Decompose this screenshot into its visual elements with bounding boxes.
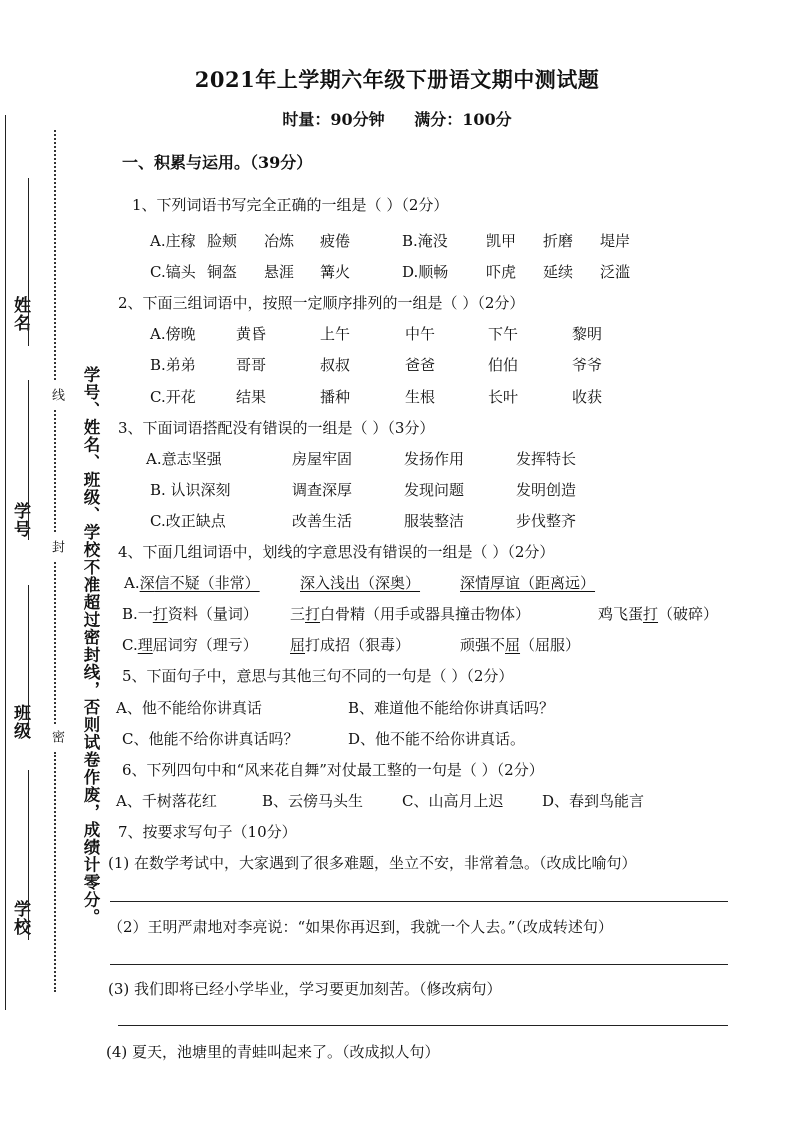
option-word: 改善生活 [292,512,353,530]
option-word: 生根 [405,388,436,406]
option-word: A.深信不疑（非常） [124,574,260,592]
option-word: 收获 [572,388,603,406]
option-word: 屈打成招（狠毒） [290,636,411,654]
option-word: 深入浅出（深奥） [300,574,421,592]
option-word: 叔叔 [320,356,351,374]
option-word: C.理屈词穷（理亏） [122,636,258,654]
option-word: 爸爸 [405,356,436,374]
question-6-stem: 6、下列四句中和“风来花自舞”对仗最工整的一句是（ ）（2分） [122,761,544,779]
option-word: B.淹没 [402,232,448,250]
option-word: 长叶 [488,388,519,406]
option-word: 延续 [543,263,574,281]
seal-mark-line: 线 [49,388,64,401]
option-word: 堤岸 [600,232,631,250]
exam-info [0,107,794,130]
option-word: 凯甲 [486,232,517,250]
option-word: 结果 [236,388,267,406]
name-blank-line[interactable] [28,178,29,346]
option-word: 脸颊 [207,232,238,250]
option-word: A.庄稼 [150,232,196,250]
option-word: C.镐头 [150,263,196,281]
option-word: 顽强不屈（屈服） [460,636,581,654]
option-word: C.改正缺点 [150,512,226,530]
option-word: 发现问题 [404,481,465,499]
option-word: 泛滥 [600,263,631,281]
option-word: 哥哥 [236,356,267,374]
question-6-option-a[interactable]: A、千树落花红 [116,792,217,810]
option-word: 发扬作用 [404,450,465,468]
exam-score: 满分：100分 [414,110,512,129]
option-word: 深情厚谊（距离远） [460,574,596,592]
page-title: 2021年上学期六年级下册语文期中测试题 [194,67,600,92]
underlined-char: 打 [305,605,321,623]
option-word: 发明创造 [516,481,577,499]
option-word: C.开花 [150,388,196,406]
underlined-char: 深 [460,574,476,592]
underlined-char: 打 [643,605,659,623]
question-6-option-c[interactable]: C、山高月上迟 [402,792,504,810]
seal-instruction: 学号、姓名、班级、学校不准超过密封线，否则试卷作废，成绩计零分。 [81,366,100,926]
option-word: 铜盔 [207,263,238,281]
underlined-char: 理 [137,636,153,654]
underlined-char: 屈 [505,636,521,654]
option-word: 吓虎 [486,263,517,281]
seal-dotted-line [54,752,56,992]
option-word: B. 认识深刻 [150,481,231,499]
student-number-label: 学号 [10,502,30,538]
option-word: 黎明 [572,325,603,343]
option-word: 房屋牢固 [292,450,353,468]
question-6-option-d[interactable]: D、春到鸟能言 [542,792,645,810]
option-word: 步伐整齐 [516,512,577,530]
option-word: 悬涯 [264,263,295,281]
class-label: 班级 [10,704,30,740]
question-6-option-b[interactable]: B、云傍马头生 [262,792,364,810]
option-word: 上午 [320,325,351,343]
option-word: B.一打资料（量词） [122,605,258,623]
section-heading: 一、积累与运用。（39分） [122,153,313,172]
underlined-char: 深 [139,574,155,592]
answer-line[interactable] [110,964,728,965]
option-word: A.傍晚 [150,325,196,343]
option-word: 折磨 [543,232,574,250]
option-word: 冶炼 [264,232,295,250]
option-word: 鸡飞蛋打（破碎） [598,605,719,623]
option-word: A.意志坚强 [146,450,222,468]
seal-mark-seal: 封 [49,540,64,553]
option-word: 播种 [320,388,351,406]
option-word: 黄昏 [236,325,267,343]
option-word: 服装整洁 [404,512,465,530]
option-word: D.顺畅 [402,263,449,281]
option-word: 疲倦 [320,232,351,250]
option-word: 发挥特长 [516,450,577,468]
underlined-char: 打 [152,605,168,623]
option-word: B.弟弟 [150,356,196,374]
seal-dotted-line [54,562,56,724]
seal-dotted-line [54,410,56,532]
question-2-stem: 2、下面三组词语中，按照一定顺序排列的一组是（ ）（2分） [118,294,525,312]
name-label: 姓名 [10,296,30,332]
underlined-char: 深 [300,574,316,592]
question-3-stem: 3、下面词语搭配没有错误的一组是（ ）（3分） [118,419,435,437]
option-word: 调查深厚 [292,481,353,499]
question-1-stem: 1、下列词语书写完全正确的一组是（ ）（2分） [132,196,449,214]
underlined-char: 屈 [290,636,306,654]
question-5-option-d[interactable]: D、他不能不给你讲真话。 [348,730,526,748]
option-word: 伯伯 [488,356,519,374]
class-blank-line[interactable] [28,585,29,735]
margin-left-rule [5,115,6,1010]
school-blank-line[interactable] [28,770,29,940]
question-7-sentence-4: (4) 夏天，池塘里的青蛙叫起来了。（改成拟人句） [106,1043,440,1061]
question-5-option-c[interactable]: C、他能不给你讲真话吗？ [122,730,299,748]
question-4-stem: 4、下面几组词语中，划线的字意思没有错误的一组是（ ）（2分） [118,543,555,561]
option-word: 中午 [405,325,436,343]
student-number-blank-line[interactable] [28,380,29,540]
option-word: 篝火 [320,263,351,281]
seal-mark-secret: 密 [49,730,64,743]
question-5-option-a[interactable]: A、他不能给你讲真话 [116,699,262,717]
question-5-option-b[interactable]: B、难道他不能给你讲真话吗？ [348,699,555,717]
answer-line[interactable] [118,1025,728,1026]
question-5-stem: 5、下面句子中，意思与其他三句不同的一句是（ ）（2分） [122,667,514,685]
option-word: 爷爷 [572,356,603,374]
option-word: 三打白骨精（用手或器具撞击物体） [290,605,531,623]
school-label: 学校 [10,900,30,936]
question-7-sentence-1: (1) 在数学考试中，大家遇到了很多难题，坐立不安，非常着急。（改成比喻句） [108,854,637,872]
answer-line[interactable] [110,901,728,902]
option-word: 下午 [488,325,519,343]
question-7-sentence-2: （2）王明严肃地对李亮说：“如果你再迟到，我就一个人去。”（改成转述句） [108,918,613,936]
question-7-stem: 7、按要求写句子（10分） [118,823,297,841]
question-7-sentence-3: (3) 我们即将已经小学毕业，学习要更加刻苦。（修改病句） [108,980,502,998]
exam-time: 时量：90分钟 [282,110,385,129]
seal-dotted-line [54,130,56,380]
